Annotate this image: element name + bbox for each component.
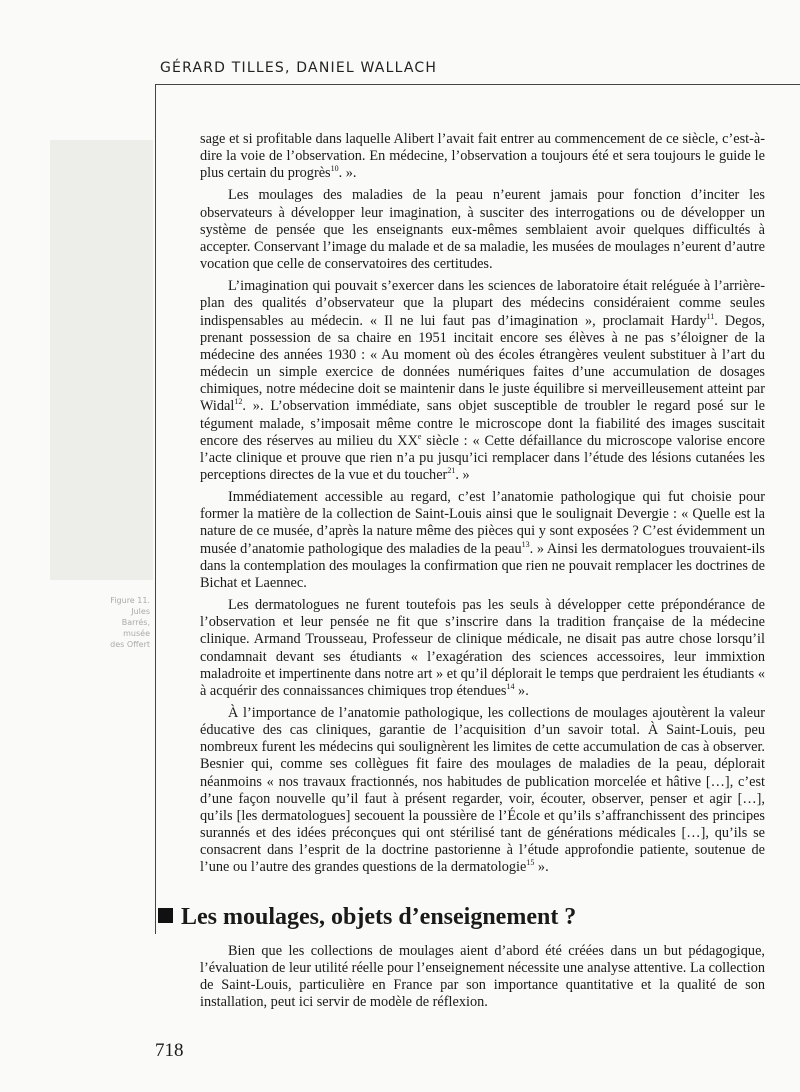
paragraph-1: sage et si profitable dans laquelle Alibert l’avait fait entrer au commencement de ce siècle, c’est-à-dire la voie de l’observation. En médecine, l’observation a toujours été et sera toujours le guide le plus certain du progrès$^{10}$. ».: [200, 131, 765, 182]
figure-caption: Figure 11. Jules Barrés, musée des Offert: [110, 596, 150, 649]
margin-rule: [155, 84, 156, 934]
footnote-ref: 12: [234, 397, 243, 407]
bullet-square-icon: [158, 908, 173, 923]
century-superscript: e: [417, 431, 422, 441]
paragraph-3: L’imagination qui pouvait s’exercer dans les sciences de laboratoire était reléguée à l’arrière-plan des qualités d’observateur que la plupart des médecins considéraient comme seules indispensables au médecin. « Il ne lui faut pas d’imagination », proclamait Hardy$^{11}$. Degos, prenant possession de sa chaire en 1951 incitait encore ses élèves à ne pas s’éloigner de la médecine des années 1930 : « Au moment où des écoles étrangères veulent substituer à l’art du médecin un simple exercice de données numériques faites d’une accumulation de dosages chimiques, notre médecine doit se maintenir dans le juste équilibre si merveilleusement atteint par Widal$^{12}$. ». L’observation immédiate, sans objet susceptible de troubler le regard posé sur le tégument malade, s’imposait même contre le microscope dont la fiabilité des images suscitait encore des réserves au milieu du XXe siècle : « Cette défaillance du microscope valorise encore l’acte clinique et prouve que rien n’a pu jusqu’ici remplacer dans l’étude des lésions cutanées les perceptions directes de la vue et du toucher$^{21}$. »: [200, 278, 765, 483]
body-text: [200, 131, 765, 882]
paragraph-5: Les dermatologues ne furent toutefois pas les seuls à développer cette prépondérance de l’observation et leur pensée ne fit que s’inscrire dans la tradition française de la médecine clinique. Armand Trousseau, Professeur de clinique médicale, ne disait pas autre chose lorsqu’il condamnait devant ses étudiants « l’exagération des sciences accessoires, leur immixtion maladroite et impertinente dans notre art » et qu’il déplorait le temps que perdraient les étudiants « à acquérir des connaissances chimiques trop étendues$^{14}$ ».: [200, 597, 765, 699]
page-number: 718: [155, 1040, 184, 1061]
footnote-ref: 14: [506, 682, 515, 692]
section-heading: Les moulages, objets d’enseignement ?: [158, 903, 778, 931]
running-header: GÉRARD TILLES, DANIEL WALLACH: [160, 60, 438, 76]
paragraph-6: À l’importance de l’anatomie pathologique, les collections de moulages ajoutèrent la valeur éducative des cas cliniques, garantie de l’acquisition d’un savoir total. À Saint-Louis, peu nombreux furent les médecins qui soulignèrent les limites de cette accumulation de cas à observer. Besnier qui, comme ses collègues fit faire des moulages de maladies de la peau, déplorait néanmoins « nos travaux fractionnés, nos habitudes de publication morcelée et hâtive […], c’est d’une façon nouvelle qu’il faut à présent regarder, voir, écouter, observer, penser et agir […], qu’ils [les dermatologues] secouent la poussière de l’École et qu’ils s’affranchissent des principes surannés et des idées préconçues qui ont stérilisé tant de générations médicales […], qu’ils se consacrent dans l’esprit de la doctrine pastorienne à l’étude approfondie patiente, soutenue de l’une ou l’autre des grandes questions de la dermatologie$^{15}$ ».: [200, 705, 765, 876]
footnote-ref: 21: [447, 466, 456, 476]
section-paragraph: Bien que les collections de moulages aient d’abord été créées dans un but pédagogique, l’évaluation de leur utilité réelle pour l’enseignement nécessite une analyse attentive. La collection de Saint-Louis, particulière en France par son importance quantitative et la qualité de son installation, peut ici servir de modèle de réflexion.: [200, 943, 765, 1011]
paragraph-2: Les moulages des maladies de la peau n’eurent jamais pour fonction d’inciter les observateurs à développer leur imagination, à susciter des interrogations ou de développer un système de pensée que les enseignants eux-mêmes semblaient avoir quelques difficultés à accepter. Conservant l’image du malade et de sa maladie, les musées de moulages n’eurent d’autre vocation que celle de conservatoires des certitudes.: [200, 187, 765, 273]
footnote-ref: 13: [521, 539, 530, 549]
paragraph-4: Immédiatement accessible au regard, c’est l’anatomie pathologique qui fut choisie pour former la matière de la collection de Saint-Louis ainsi que le soulignait Devergie : « Quelle est la nature de ce musée, d’après la nature même des pièces qui y sont exposées ? C’est évidemment un musée d’anatomie pathologique des maladies de la peau$^{13}$. » Ainsi les dermatologues trouvaient-ils dans la contemplation des moulages la confirmation que rien ne pouvait remplacer les doctrines de Bichat et Laennec.: [200, 489, 765, 591]
facing-page-shadow: [50, 140, 153, 580]
header-rule: [155, 84, 800, 85]
footnote-ref: 10: [330, 164, 339, 174]
footnote-ref: 11: [706, 311, 715, 321]
section-text: [200, 943, 765, 1012]
footnote-ref: 15: [526, 858, 535, 868]
